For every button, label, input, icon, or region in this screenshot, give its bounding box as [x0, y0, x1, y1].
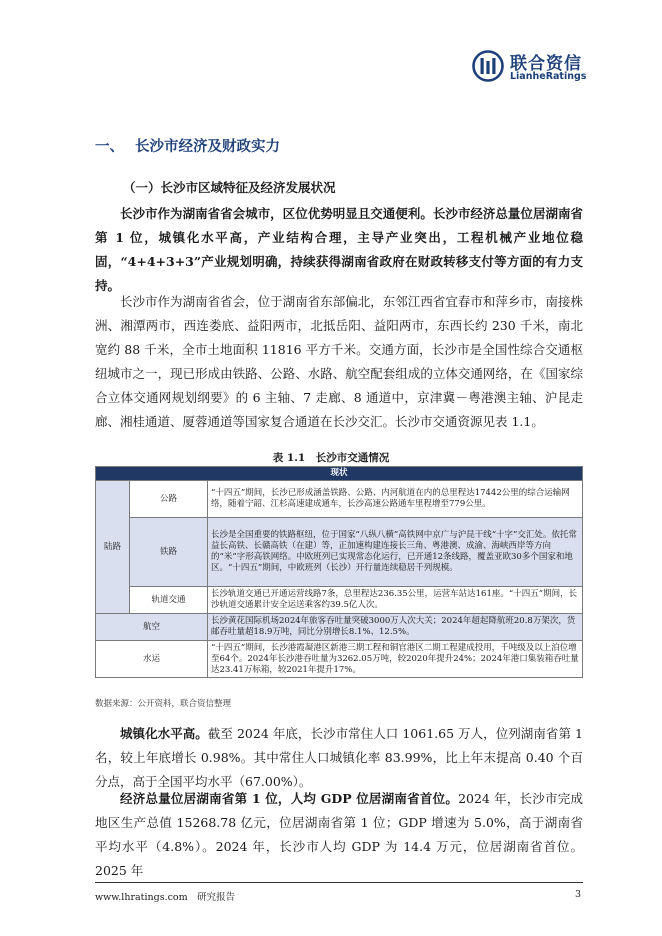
lianhe-logo — [472, 48, 592, 90]
economy-paragraph — [95, 787, 583, 883]
railway-label: 铁路 — [130, 518, 208, 587]
economy-lead: 经济总量位居湖南省第 1 位，人均 GDP 位居湖南省首位。 — [120, 791, 459, 806]
rail-transit-text: 长沙轨道交通已开通运营线路7条，总里程达236.35公里，运营车站达161座。“十四五”期间，长沙轨道交通累计安全运送乘客约39.5亿人次。 — [208, 587, 583, 614]
railway-text: 长沙是全国重要的铁路枢纽，位于国家“八纵八横”高铁网中京广与沪昆干线“十字”交汇处。依托常益长高铁、长赣高铁（在建）等，正加速构建连接长三角、粤港澳、成渝、海峡西岸等方向的“米”字形高铁网络。中欧班列已实现常态化运行，已开通12条线路，覆盖亚欧30多个国家和地区。“十四五”期间，中欧班列（长沙）开行量连续稳居千列规模。 — [208, 518, 583, 587]
aviation-text: 长沙黄花国际机场2024年旅客吞吐量突破3000万人次大关；2024年超起降航班20.8万架次，货邮吞吐量超18.9万吨，同比分别增长8.1%、12.5%。 — [208, 614, 583, 641]
aviation-label: 航空 — [96, 614, 208, 641]
economy-text: 2024 年，长沙市完成地区生产总值 15268.78 亿元，位居湖南省第 1 位；GDP 增速为 5.0%，高于湖南省平均水平（4.8%）。2024 年，长沙市人均 GDP 为 14.4 万元，位居湖南省首位。2025 年 — [95, 791, 583, 878]
table-row — [96, 518, 583, 587]
section-title: 长沙市经济及财政实力 — [135, 139, 280, 155]
urbanization-paragraph — [95, 722, 583, 794]
intro-paragraph: 长沙市作为湖南省省会，位于湖南省东部偏北，东邻江西省宜春市和萍乡市，南接株洲、湘潭两市，西连娄底、益阳两市，北抵岳阳、益阳两市，东西长约 230 千米，南北宽约 88 千米，全市土地面积 11816 平方千米。交通方面，长沙市是全国性综合交通枢纽城市之一，现已形成由铁路、公路、水路、航空配套组成的立体交通网络，在《国家综合立体交通网规划纲要》的 6 主轴、7 走廊、8 通道中，京津冀－粤港澳主轴、沪昆走廊、湘桂通道、厦蓉通道等国家复合通道在长沙交汇。长沙市交通资源见表 1.1。 — [95, 294, 583, 429]
footer-divider — [95, 882, 583, 883]
summary-paragraph: 长沙市作为湖南省省会城市，区位优势明显且交通便利。长沙市经济总量位居湖南省第 1 位，城镇化水平高，产业结构合理，主导产业突出，工程机械产业地位稳固，“4+4+3+3”产业规划明确，持续获得湖南省政府在财政转移支付等方面的有力支持。 — [95, 206, 583, 293]
table-header-row — [96, 467, 583, 481]
section-heading — [95, 135, 280, 156]
table-row — [96, 614, 583, 641]
highway-label: 公路 — [130, 481, 208, 518]
table-header-cell: 现状 — [96, 467, 583, 481]
traffic-table — [95, 466, 583, 678]
subsection-heading: （一）长沙市区域特征及经济发展状况 — [123, 180, 336, 195]
highway-text: “十四五”期间，长沙已形成涵盖铁路、公路、内河航道在内的总里程达17442公里的综合运输网络，随着宁韶、江杉高速建成通车，长沙高速公路通车里程增至779公里。 — [208, 481, 583, 518]
rail-transit-label: 轨道交通 — [130, 587, 208, 614]
logo-chinese-text: 联合资信 — [510, 54, 582, 74]
table-caption: 表 1.1 长沙市交通情况 — [272, 452, 390, 464]
table-row — [96, 481, 583, 518]
land-group-label: 陆路 — [96, 481, 130, 614]
table-row — [96, 587, 583, 614]
waterway-label: 水运 — [96, 641, 208, 678]
page-number: 3 — [575, 889, 582, 900]
urbanization-text: 截至 2024 年底，长沙市常住人口 1061.65 万人，位列湖南省第 1 名，较上年底增长 0.98%。其中常住人口城镇化率 83.99%，比上年末提高 0.40 个百分点，高于全国平均水平（67.00%）。 — [95, 726, 583, 789]
footer-website: www.lhratings.com 研究报告 — [95, 892, 236, 903]
waterway-text: “十四五”期间，长沙港霞凝港区新港三期工程和铜官港区二期工程建成投用，千吨级及以上泊位增至64个。2024年长沙港吞吐量为3262.05万吨，较2020年提升24%；2024年港口集装箱吞吐量达23.41万标箱，较2021年提升17%。 — [208, 641, 583, 678]
table-row — [96, 641, 583, 678]
section-number: 一、 — [95, 139, 124, 155]
urbanization-lead: 城镇化水平高。 — [120, 726, 208, 741]
table-source-note: 数据来源：公开资料，联合资信整理 — [95, 699, 232, 709]
lianhe-logo-icon — [472, 50, 504, 82]
logo-english-text: LianheRatings — [510, 71, 587, 82]
